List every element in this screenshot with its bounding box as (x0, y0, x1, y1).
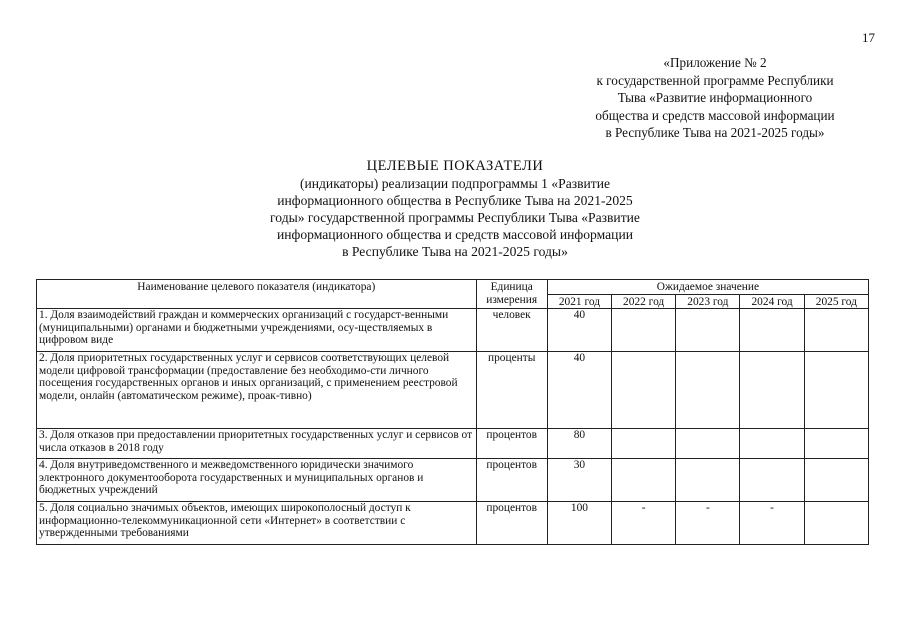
value-cell (676, 309, 740, 352)
appendix-line: Тыва «Развитие информационного (617, 90, 813, 105)
appendix-header (560, 54, 870, 142)
value-cell (740, 352, 804, 429)
value-cell (612, 309, 676, 352)
page-number: 17 (862, 30, 875, 45)
indicator-name-cell: 3. Доля отказов при предоставлении приоритетных государственных услуг и сервисов от числа отказов в 2018 году (37, 429, 477, 459)
table-row (37, 309, 869, 352)
table-row (37, 502, 869, 545)
value-cell: 100 (547, 502, 611, 545)
value-cell (804, 309, 868, 352)
unit-cell: процентов (476, 429, 547, 459)
value-cell: - (612, 502, 676, 545)
value-cell (612, 429, 676, 459)
value-cell (740, 309, 804, 352)
title-line: информационного общества и средств массовой информации (277, 227, 633, 242)
appendix-line: «Приложение № 2 (663, 55, 767, 70)
title-line: информационного общества в Республике Тыва на 2021-2025 (277, 193, 633, 208)
appendix-line: в Республике Тыва на 2021-2025 годы» (605, 125, 825, 140)
appendix-line: общества и средств массовой информации (595, 107, 835, 123)
indicator-name-cell: 1. Доля взаимодействий граждан и коммерческих организаций с государст-венными (муниципальными) органами и бюджетными учреждениями, осу-ществляемых в цифровом виде (37, 309, 477, 352)
value-cell: 40 (547, 352, 611, 429)
header-year: 2023 год (676, 294, 740, 309)
value-cell: 80 (547, 429, 611, 459)
unit-cell: процентов (476, 459, 547, 502)
title-line: (индикаторы) реализации подпрограммы 1 «Развитие (299, 176, 611, 191)
value-cell (804, 352, 868, 429)
header-expected-value: Ожидаемое значение (547, 280, 868, 295)
indicator-name-cell: 5. Доля социально значимых объектов, имеющих широкополосный доступ к информационно-телекоммуникационной сети «Интернет» в соответствии с утвержденными требованиями (37, 502, 477, 545)
indicator-name-cell: 2. Доля приоритетных государственных услуг и сервисов соответствующих целевой модели цифровой трансформации (предоставление без необходимо-сти личного посещения государственных органов и иных организаций, с применением реестровой модели, онлайн (автоматическом режиме), проак-тивно) (37, 352, 477, 429)
table-header-row (37, 280, 869, 295)
unit-cell: проценты (476, 352, 547, 429)
table-row (37, 429, 869, 459)
value-cell (612, 459, 676, 502)
value-cell (804, 459, 868, 502)
header-unit (476, 280, 547, 309)
value-cell (804, 429, 868, 459)
header-year: 2025 год (804, 294, 868, 309)
value-cell: - (676, 502, 740, 545)
title-main: ЦЕЛЕВЫЕ ПОКАЗАТЕЛИ (366, 158, 544, 174)
value-cell (676, 459, 740, 502)
value-cell (740, 459, 804, 502)
header-year: 2024 год (740, 294, 804, 309)
value-cell: - (740, 502, 804, 545)
value-cell: 40 (547, 309, 611, 352)
value-cell (740, 429, 804, 459)
header-indicator-name: Наименование целевого показателя (индикатора) (37, 280, 477, 309)
document-title (205, 158, 705, 260)
appendix-line: к государственной программе Республики (596, 72, 834, 88)
title-line: годы» государственной программы Республики Тыва «Развитие (270, 210, 640, 225)
table-row (37, 352, 869, 429)
header-unit-line: измерения (486, 293, 538, 306)
indicators-table (36, 279, 869, 545)
title-line: в Республике Тыва на 2021-2025 годы» (342, 244, 568, 259)
indicator-name-cell: 4. Доля внутриведомственного и межведомственного юридически значимого электронного документооборота государственных и муниципальных органов и бюджетных учреждений (37, 459, 477, 502)
header-unit-line: Единица (490, 281, 533, 293)
header-year: 2022 год (612, 294, 676, 309)
value-cell (804, 502, 868, 545)
unit-cell: процентов (476, 502, 547, 545)
value-cell: 30 (547, 459, 611, 502)
header-year: 2021 год (547, 294, 611, 309)
table-row (37, 459, 869, 502)
value-cell (676, 429, 740, 459)
unit-cell: человек (476, 309, 547, 352)
value-cell (612, 352, 676, 429)
value-cell (676, 352, 740, 429)
